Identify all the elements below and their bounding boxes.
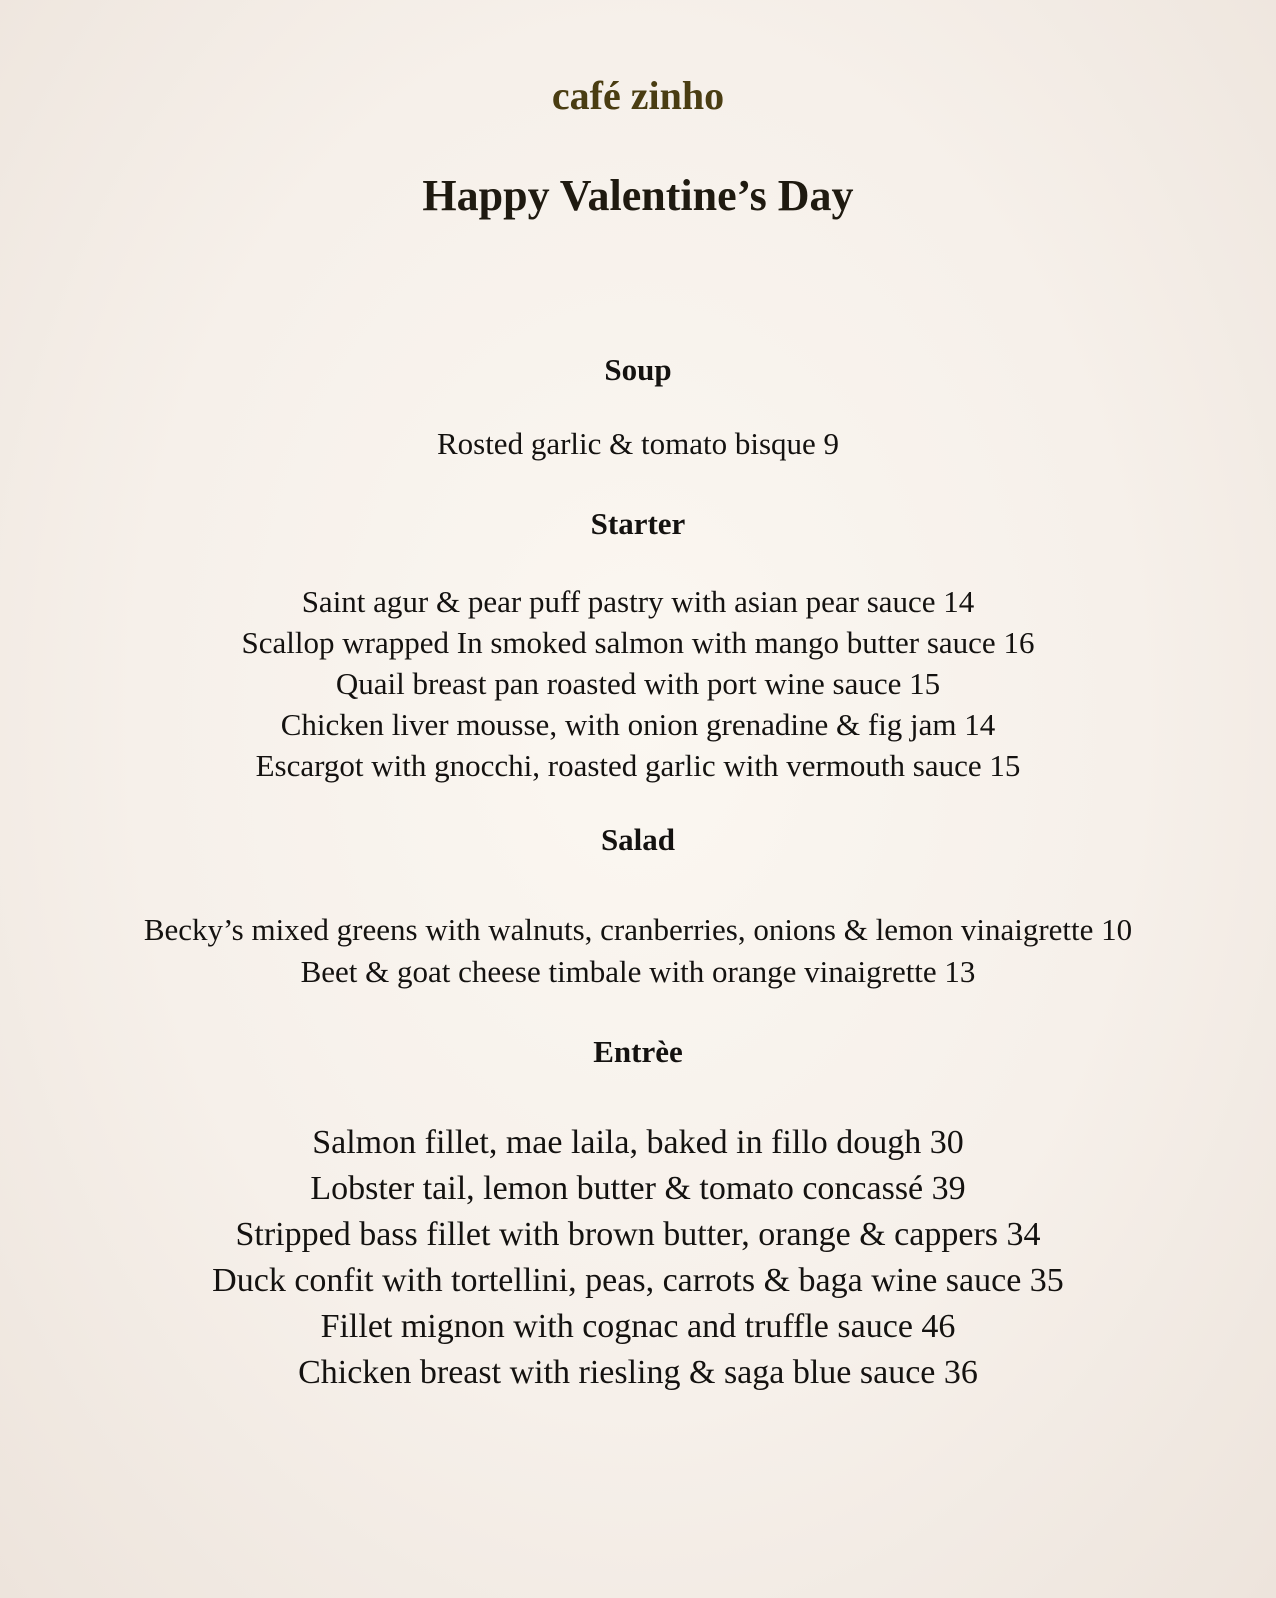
- menu-item: Saint agur & pear puff pastry with asian pear sauce 14: [301, 584, 975, 619]
- menu-item: Salmon fillet, mae laila, baked in fillo dough 30: [312, 1124, 964, 1161]
- menu-item: Scallop wrapped In smoked salmon with mango butter sauce 16: [241, 625, 1035, 660]
- section-heading-salad: Salad: [600, 822, 676, 857]
- menu-item: Duck confit with tortellini, peas, carrots & baga wine sauce 35: [212, 1262, 1064, 1299]
- menu-item: Chicken breast with riesling & saga blue sauce 36: [298, 1354, 978, 1391]
- menu-item: Lobster tail, lemon butter & tomato concassé 39: [310, 1170, 966, 1207]
- menu-item: Quail breast pan roasted with port wine sauce 15: [335, 666, 941, 701]
- menu-item: Rosted garlic & tomato bisque 9: [436, 426, 840, 461]
- section-heading-starter: Starter: [590, 506, 686, 541]
- menu-item: Escargot with gnocchi, roasted garlic with vermouth sauce 15: [255, 748, 1021, 783]
- section-heading-soup: Soup: [604, 352, 672, 387]
- menu-item: Beet & goat cheese timbale with orange vinaigrette 13: [300, 954, 976, 989]
- menu-title: Happy Valentine’s Day: [422, 171, 854, 220]
- menu-item: Becky’s mixed greens with walnuts, cranberries, onions & lemon vinaigrette 10: [143, 912, 1133, 947]
- menu-item: Fillet mignon with cognac and truffle sauce 46: [320, 1308, 956, 1345]
- menu-item: Stripped bass fillet with brown butter, orange & cappers 34: [235, 1216, 1041, 1253]
- menu-item: Chicken liver mousse, with onion grenadine & fig jam 14: [280, 707, 996, 742]
- section-heading-entree: Entrèe: [593, 1034, 683, 1069]
- restaurant-name: café zinho: [551, 73, 725, 118]
